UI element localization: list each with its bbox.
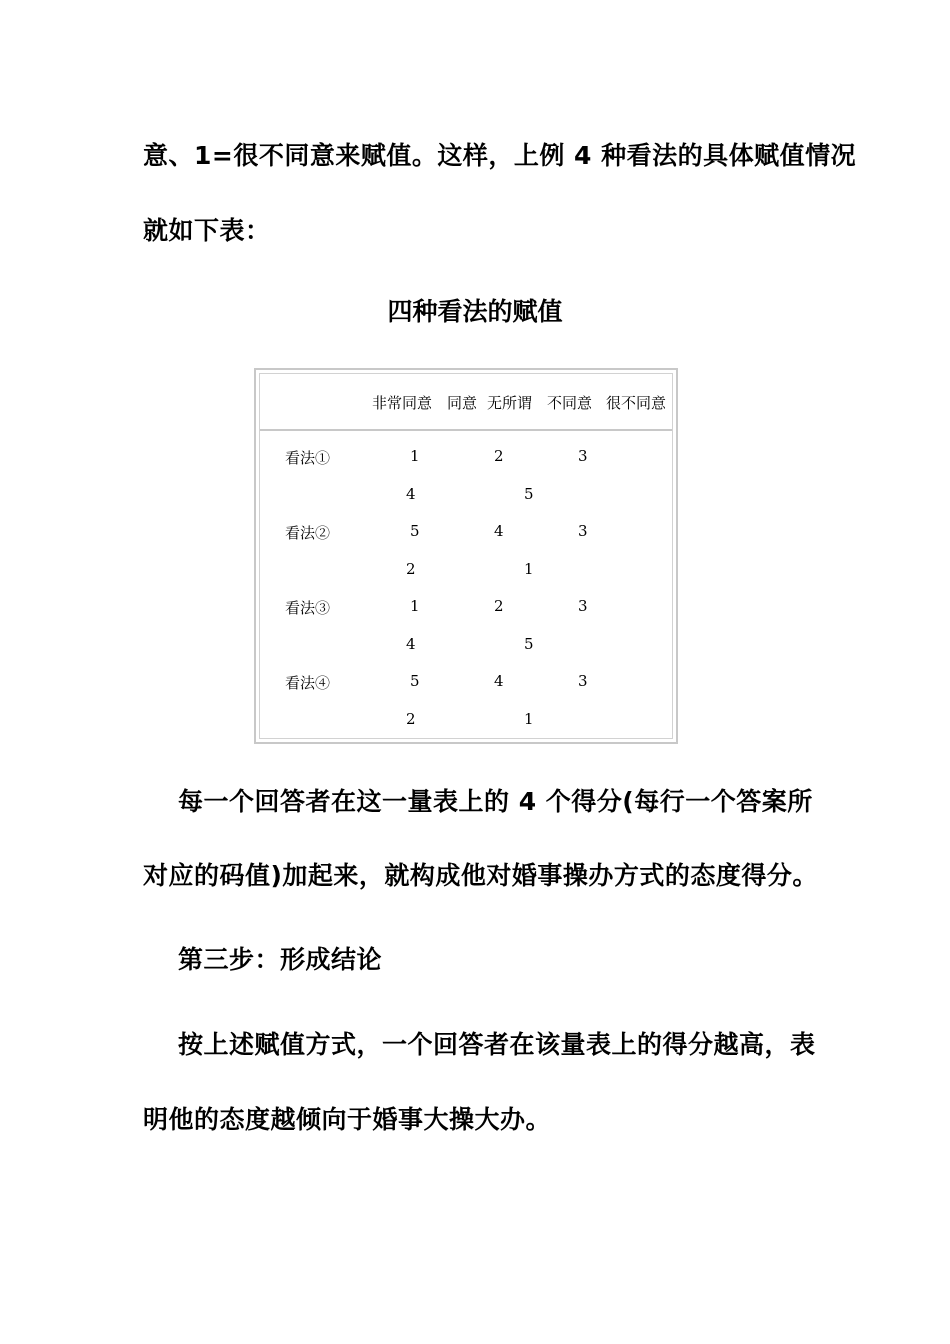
table-cell: 1: [524, 560, 534, 578]
rating-table: [254, 368, 678, 744]
table-cell: 5: [410, 522, 420, 540]
paragraph-line: 每一个回答者在这一量表上的 4 个得分(每行一个答案所: [178, 787, 813, 816]
table-cell: 5: [524, 485, 534, 503]
section-heading: 第三步：形成结论: [178, 945, 383, 974]
header-divider: [260, 429, 672, 431]
table-header-cell: 不同意: [547, 394, 593, 412]
paragraph-line: 就如下表：: [143, 216, 271, 245]
table-header-cell: 非常同意: [372, 394, 433, 412]
row-label: 看法④: [285, 674, 331, 692]
table-cell: 1: [410, 447, 420, 465]
row-label: 看法③: [285, 599, 331, 617]
table-cell: 5: [524, 635, 534, 653]
table-cell: 2: [406, 560, 416, 578]
table-cell: 4: [494, 522, 504, 540]
table-cell: 1: [410, 597, 420, 615]
table-header-cell: 无所谓: [487, 394, 533, 412]
table-inner-border: [259, 373, 673, 739]
table-cell: 4: [494, 672, 504, 690]
table-cell: 3: [578, 447, 588, 465]
table-title: 四种看法的赋值: [387, 297, 563, 326]
row-label: 看法②: [285, 524, 331, 542]
table-header-cell: 很不同意: [606, 394, 667, 412]
paragraph-line: 按上述赋值方式，一个回答者在该量表上的得分越高，表: [178, 1030, 816, 1059]
table-cell: 3: [578, 597, 588, 615]
table-header-cell: 同意: [447, 394, 478, 412]
paragraph-line: 意、1=很不同意来赋值。这样，上例 4 种看法的具体赋值情况: [143, 141, 857, 170]
paragraph-line: 明他的态度越倾向于婚事大操大办。: [143, 1105, 552, 1134]
table-cell: 1: [524, 710, 534, 728]
table-cell: 2: [494, 597, 504, 615]
table-cell: 5: [410, 672, 420, 690]
table-cell: 2: [494, 447, 504, 465]
paragraph-line: 对应的码值)加起来，就构成他对婚事操办方式的态度得分。: [143, 861, 818, 890]
table-cell: 3: [578, 522, 588, 540]
row-label: 看法①: [285, 449, 331, 467]
table-cell: 3: [578, 672, 588, 690]
table-cell: 2: [406, 710, 416, 728]
table-cell: 4: [406, 485, 416, 503]
table-cell: 4: [406, 635, 416, 653]
